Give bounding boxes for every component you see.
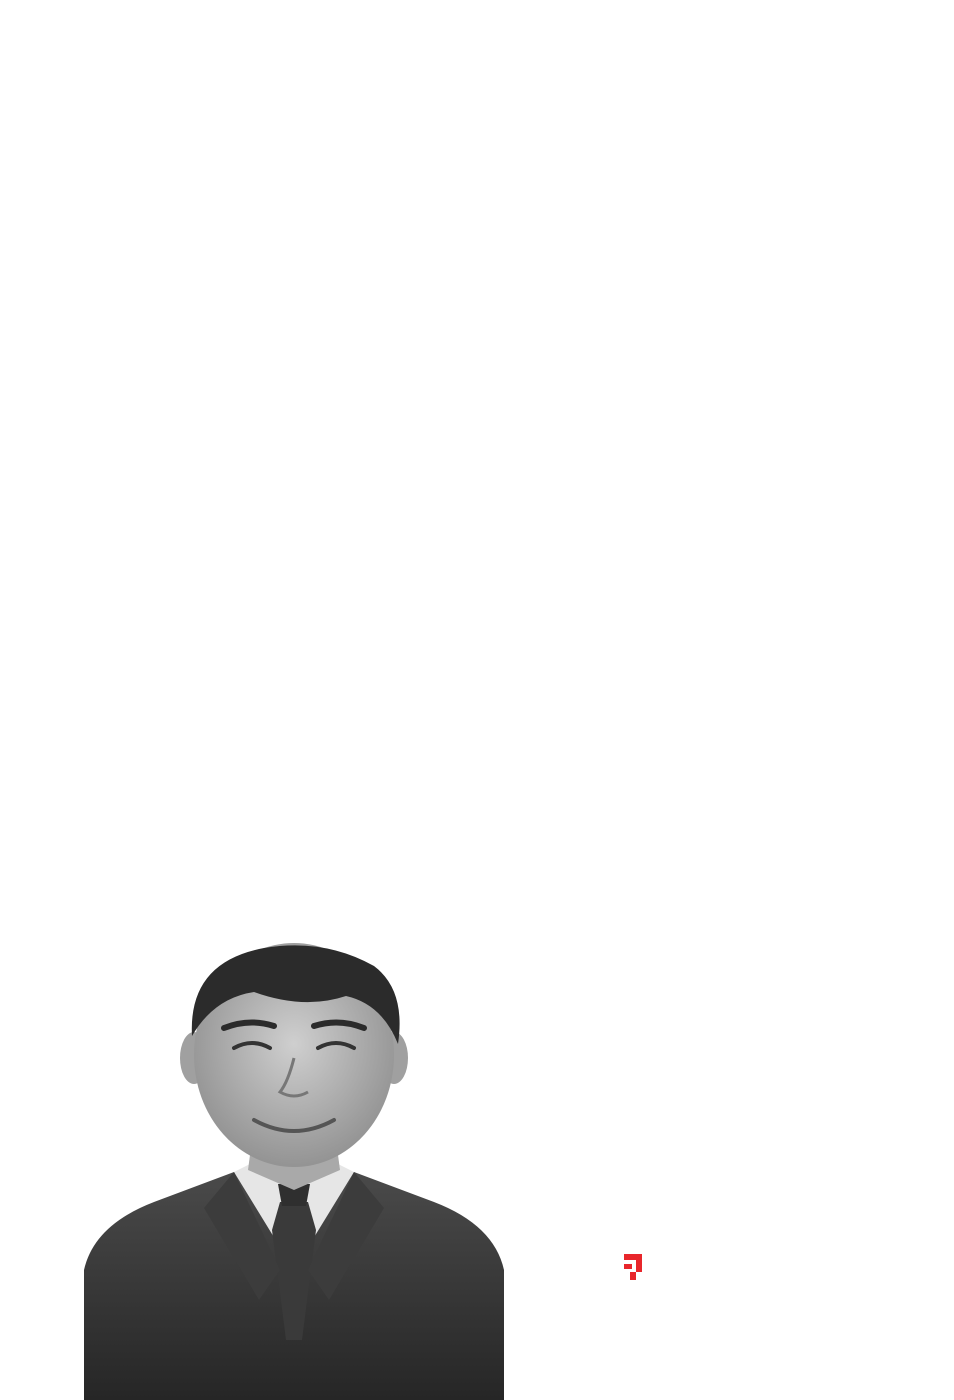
publisher-block [624, 1252, 648, 1282]
series-name [112, 100, 842, 130]
series-char [112, 100, 134, 130]
author-portrait-photo [84, 940, 504, 1400]
series-char [678, 100, 700, 130]
publisher-logo-icon [624, 1254, 642, 1280]
series-char [395, 100, 417, 130]
series-char [820, 100, 842, 130]
series-char [537, 100, 559, 130]
series-char [254, 100, 276, 130]
